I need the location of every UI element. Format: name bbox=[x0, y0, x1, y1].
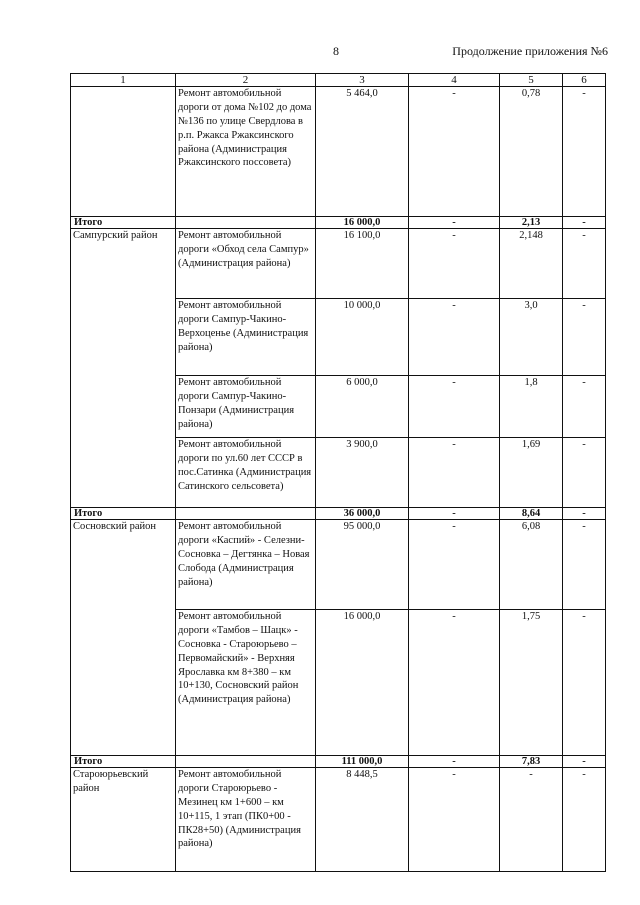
total-empty-cell bbox=[176, 217, 316, 229]
project-cell: Ремонт автомобильной дороги Староюрьево - Мезинец км 1+600 – км 10+115, 1 этап (ПК0+00 - ПК28+50) (Администрация района) bbox=[176, 768, 316, 872]
amount-cell: 10 000,0 bbox=[316, 299, 409, 376]
total-value: - bbox=[563, 217, 606, 229]
value-cell: - bbox=[563, 87, 606, 217]
amount-cell: 8 448,5 bbox=[316, 768, 409, 872]
column-number: 2 bbox=[176, 74, 316, 87]
value-cell: - bbox=[409, 610, 500, 756]
column-number: 6 bbox=[563, 74, 606, 87]
total-value: - bbox=[563, 508, 606, 520]
appendix-table bbox=[70, 73, 606, 872]
total-value: - bbox=[409, 756, 500, 768]
column-number: 4 bbox=[409, 74, 500, 87]
amount-cell: 3 900,0 bbox=[316, 438, 409, 508]
value-cell: - bbox=[409, 438, 500, 508]
amount-cell: 6 000,0 bbox=[316, 376, 409, 438]
value-cell: 2,148 bbox=[500, 229, 563, 299]
total-row bbox=[71, 508, 606, 520]
total-amount: 16 000,0 bbox=[316, 217, 409, 229]
total-amount: 111 000,0 bbox=[316, 756, 409, 768]
total-label: Итого bbox=[71, 756, 176, 768]
value-cell: 3,0 bbox=[500, 299, 563, 376]
project-cell: Ремонт автомобильной дороги «Обход села Сампур» (Администрация района) bbox=[176, 229, 316, 299]
value-cell: - bbox=[409, 299, 500, 376]
district-cell: Сосновский район bbox=[71, 520, 176, 756]
project-cell: Ремонт автомобильной дороги Сампур-Чакино-Понзари (Администрация района) bbox=[176, 376, 316, 438]
value-cell: 6,08 bbox=[500, 520, 563, 610]
total-value: 8,64 bbox=[500, 508, 563, 520]
column-number: 1 bbox=[71, 74, 176, 87]
value-cell: - bbox=[563, 376, 606, 438]
table-row bbox=[71, 229, 606, 299]
page-number: 8 bbox=[333, 44, 339, 58]
value-cell: - bbox=[563, 299, 606, 376]
value-cell: - bbox=[409, 229, 500, 299]
total-value: - bbox=[409, 508, 500, 520]
value-cell: 1,8 bbox=[500, 376, 563, 438]
total-row bbox=[71, 217, 606, 229]
value-cell: 1,75 bbox=[500, 610, 563, 756]
column-number-row bbox=[71, 74, 606, 87]
value-cell: - bbox=[563, 610, 606, 756]
district-cell: Староюрьевский район bbox=[71, 768, 176, 872]
appendix-continuation-label: Продолжение приложения №6 bbox=[452, 44, 608, 58]
total-value: 7,83 bbox=[500, 756, 563, 768]
table-row bbox=[71, 87, 606, 217]
value-cell: - bbox=[563, 229, 606, 299]
value-cell: - bbox=[500, 768, 563, 872]
total-row bbox=[71, 756, 606, 768]
total-value: - bbox=[563, 756, 606, 768]
project-cell: Ремонт автомобильной дороги по ул.60 лет СССР в пос.Сатинка (Администрация Сатинского сельсовета) bbox=[176, 438, 316, 508]
value-cell: - bbox=[409, 520, 500, 610]
total-empty-cell bbox=[176, 756, 316, 768]
value-cell: - bbox=[409, 87, 500, 217]
project-cell: Ремонт автомобильной дороги «Тамбов – Шацк» - Сосновка - Староюрьево – Первомайский» - Верхняя Ярославка км 8+380 – км 10+130, Сосновский район (Администрация района) bbox=[176, 610, 316, 756]
value-cell: - bbox=[563, 520, 606, 610]
table-row bbox=[71, 768, 606, 872]
column-number: 3 bbox=[316, 74, 409, 87]
value-cell: - bbox=[563, 768, 606, 872]
amount-cell: 16 000,0 bbox=[316, 610, 409, 756]
project-cell: Ремонт автомобильной дороги от дома №102 до дома №136 по улице Свердлова в р.п. Ржакса Ржаксинского района (Администрация Ржаксинского поссовета) bbox=[176, 87, 316, 217]
column-number: 5 bbox=[500, 74, 563, 87]
district-cell bbox=[71, 87, 176, 217]
value-cell: - bbox=[409, 376, 500, 438]
value-cell: 0,78 bbox=[500, 87, 563, 217]
amount-cell: 5 464,0 bbox=[316, 87, 409, 217]
total-label: Итого bbox=[71, 508, 176, 520]
district-cell: Сампурский район bbox=[71, 229, 176, 508]
total-value: 2,13 bbox=[500, 217, 563, 229]
total-value: - bbox=[409, 217, 500, 229]
value-cell: 1,69 bbox=[500, 438, 563, 508]
table-row bbox=[71, 520, 606, 610]
project-cell: Ремонт автомобильной дороги Сампур-Чакино-Верхоценье (Администрация района) bbox=[176, 299, 316, 376]
value-cell: - bbox=[409, 768, 500, 872]
amount-cell: 16 100,0 bbox=[316, 229, 409, 299]
value-cell: - bbox=[563, 438, 606, 508]
project-cell: Ремонт автомобильной дороги «Каспий» - Селезни- Сосновка – Дегтянка – Новая Слобода (Администрация района) bbox=[176, 520, 316, 610]
total-label: Итого bbox=[71, 217, 176, 229]
amount-cell: 95 000,0 bbox=[316, 520, 409, 610]
total-empty-cell bbox=[176, 508, 316, 520]
total-amount: 36 000,0 bbox=[316, 508, 409, 520]
